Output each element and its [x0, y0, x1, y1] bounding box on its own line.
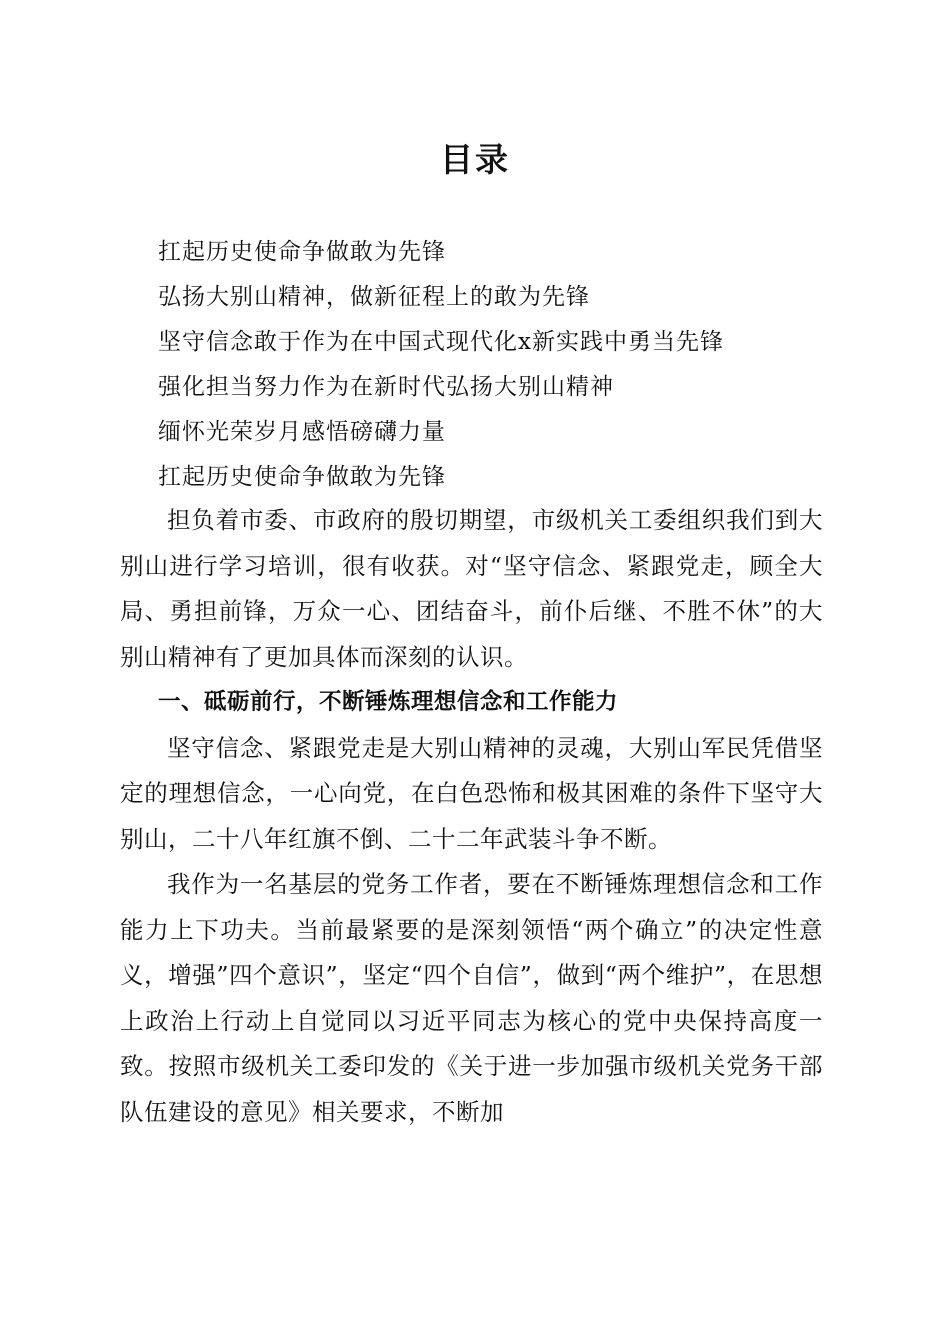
section-heading: 一、砥砺前行，不断锤炼理想信念和工作能力 [158, 689, 619, 715]
toc-item[interactable]: 强化担当努力作为在新时代弘扬大别山精神 [158, 374, 614, 400]
page-title: 目录 [440, 140, 510, 179]
toc-item[interactable]: 弘扬大别山精神，做新征程上的敢为先锋 [158, 284, 590, 310]
body-paragraph: 我作为一名基层的党务工作者，要在不断锤炼理想信念和工作能力上下功夫。当前最紧要的是深刻领悟“两个确立”的决定性意义，增强”四个意识”，坚定“四个自信”，做到“两个维护”，在思想上政治上行动上自觉同以习近平同志为核心的党中央保持高度一致。按照市级机关工委印发的《关于进一步加强市级机关党务干部队伍建设的意见》相关要求，不断加 [120, 870, 823, 1126]
intro-paragraph: 担负着市委、市政府的殷切期望，市级机关工委组织我们到大别山进行学习培训，很有收获。对“坚守信念、紧跟党走，顾全大局、勇担前锋，万众一心、团结奋斗，前仆后继、不胜不休”的大别山精神有了更加具体而深刻的认识。 [120, 506, 823, 671]
toc-item[interactable]: 扛起历史使命争做敢为先锋 [158, 464, 446, 490]
table-of-contents [158, 230, 838, 500]
document-body [120, 498, 823, 1135]
body-paragraph: 坚守信念、紧跟党走是大别山精神的灵魂，大别山军民凭借坚定的理想信念，一心向党，在白色恐怖和极其困难的条件下坚守大别山，二十八年红旗不倒、二十二年武装斗争不断。 [120, 733, 823, 853]
toc-item[interactable]: 扛起历史使命争做敢为先锋 [158, 239, 446, 265]
toc-item[interactable]: 缅怀光荣岁月感悟磅礴力量 [158, 419, 446, 445]
toc-item[interactable]: 坚守信念敢于作为在中国式现代化x新实践中勇当先锋 [158, 329, 724, 355]
